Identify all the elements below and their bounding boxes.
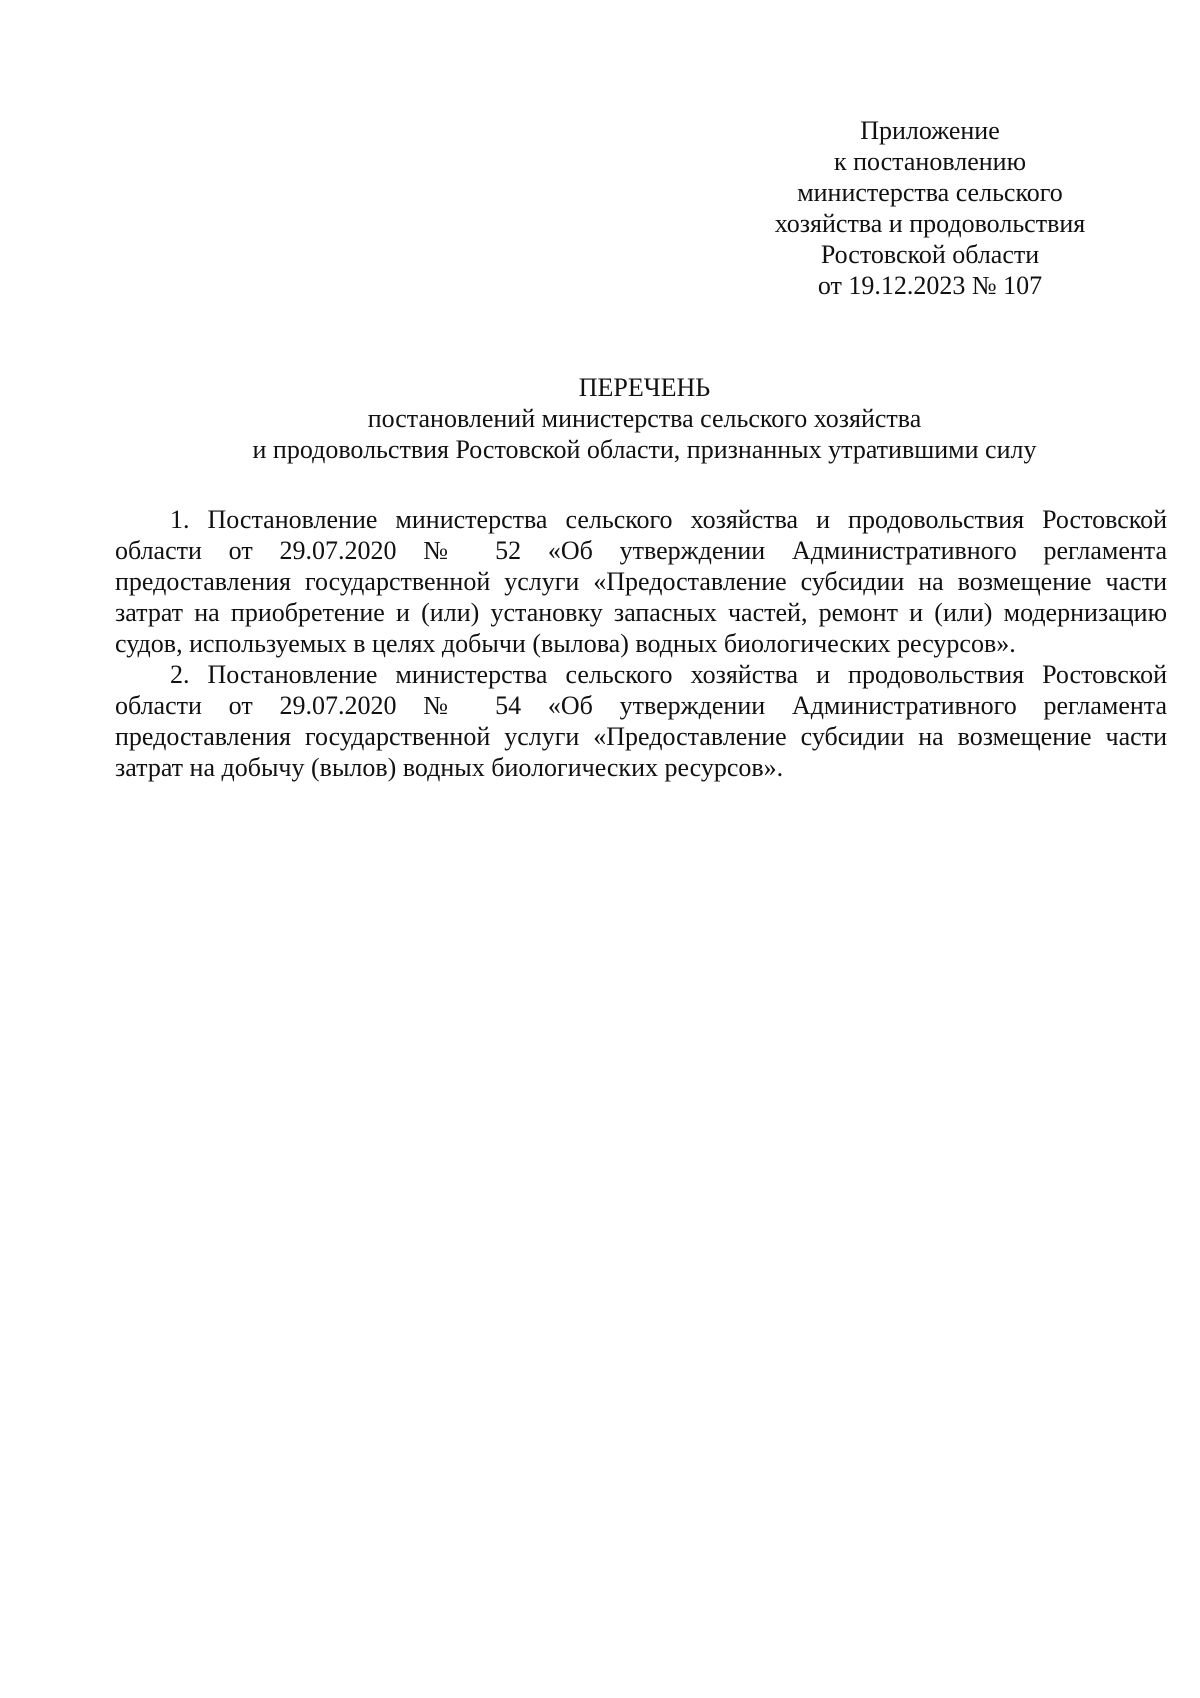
appendix-block	[730, 115, 1130, 301]
appendix-line: министерства сельского	[797, 178, 1063, 207]
document-body	[115, 504, 1167, 783]
appendix-line: Приложение	[860, 116, 1000, 145]
document-subtitle-line: и продовольствия Ростовской области, признанных утратившими силу	[252, 435, 1037, 464]
appendix-line: Ростовской области	[820, 240, 1040, 269]
appendix-line: хозяйства и продовольствия	[774, 209, 1086, 238]
title-block	[0, 372, 1200, 465]
appendix-line: к постановлению	[833, 147, 1027, 176]
list-item: 1. Постановление министерства сельского хозяйства и продовольствия Ростовской области от 29.07.2020 № 52 «Об утверждении Административного регламента предоставления государственной услуги «Предоставление субсидии на возмещение части затрат на приобретение и (или) установку запасных частей, ремонт и (или) модернизацию судов, используемых в целях добычи (вылова) водных биологических ресурсов».	[115, 505, 1167, 658]
document-heading: ПЕРЕЧЕНЬ	[578, 373, 711, 402]
list-item: 2. Постановление министерства сельского хозяйства и продовольствия Ростовской области от 29.07.2020 № 54 «Об утверждении Административного регламента предоставления государственной услуги «Предоставление субсидии на возмещение части затрат на добычу (вылов) водных биологических ресурсов».	[115, 660, 1167, 782]
document-subtitle-line: постановлений министерства сельского хозяйства	[367, 404, 922, 433]
appendix-date-number: от 19.12.2023 № 107	[817, 271, 1043, 300]
